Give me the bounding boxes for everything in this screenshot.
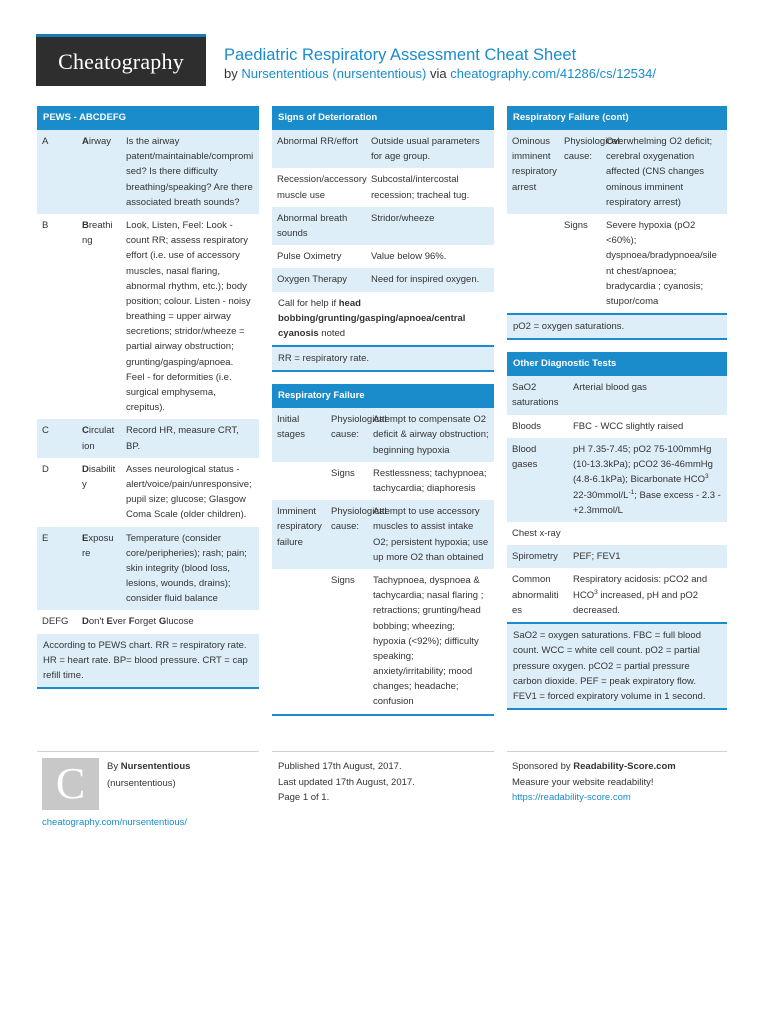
table-row xyxy=(507,545,727,568)
detail: Attempt to compensate O2 deficit & airway obstruction; beginning hypoxia xyxy=(373,414,489,456)
row-word: Breathing xyxy=(82,219,113,247)
page-number: Page 1 of 1. xyxy=(278,792,330,804)
row-letter: DEFG xyxy=(42,616,69,628)
row-word: Airway xyxy=(82,136,112,147)
section-note: SaO2 = oxygen saturations. FBC = full blood count. WCC = white cell count. pO2 = partial pressure oxygen. pCO2 = partial pressure carbon dioxide. PEF = peak expiratory flow. FEV1 = forced expiratory volume in 1 second. xyxy=(507,622,727,708)
stage xyxy=(272,462,326,500)
sponsor-link[interactable]: https://readability-score.com xyxy=(512,792,631,804)
sign-name: Recession/accessory muscle use xyxy=(277,174,367,201)
author-link[interactable]: Nursententious (nursententious) xyxy=(241,66,427,81)
footer-divider xyxy=(507,751,727,752)
type: Signs xyxy=(331,574,355,586)
sign-detail: Need for inspired oxygen. xyxy=(371,274,480,286)
row-letter: B xyxy=(42,219,49,231)
sponsor-tagline: Measure your website readability! xyxy=(512,776,654,788)
updated-date: Last updated 17th August, 2017. xyxy=(278,776,415,788)
table-row xyxy=(272,500,494,569)
avatar-letter: C xyxy=(55,758,86,808)
stage: Initial stages xyxy=(277,414,305,441)
row-desc: Record HR, measure CRT, BP. xyxy=(126,425,239,452)
sign-name: Pulse Oximetry xyxy=(277,251,342,263)
stage xyxy=(507,214,559,313)
author-label: By Nursententious xyxy=(107,761,191,772)
sponsor-name[interactable]: Readability-Score.com xyxy=(573,761,676,772)
section-title: Respiratory Failure (cont) xyxy=(507,106,727,130)
row-word: Exposure xyxy=(82,532,114,559)
detail: Severe hypoxia (pO2 <60%); dyspnoea/bradypnoea/silent chest/apnoea; bradycardia ; cyanosis; stupor/coma xyxy=(606,219,717,307)
table-row xyxy=(37,610,259,633)
section-note: RR = respiratory rate. xyxy=(272,345,494,370)
header xyxy=(36,34,736,90)
stage: Ominous imminent respiratory arrest xyxy=(512,136,557,193)
row-desc: Don't Ever Forget Glucose xyxy=(82,616,194,628)
section-title: Other Diagnostic Tests xyxy=(507,352,727,376)
row-desc: Is the airway patent/maintainable/compromised? Is there difficulty breathing/speaking? Are there associated breath sounds? xyxy=(126,136,254,208)
sign-name: Oxygen Therapy xyxy=(277,274,348,286)
row-letter: C xyxy=(42,425,49,437)
table-row xyxy=(272,569,494,714)
column-2 xyxy=(272,106,494,728)
row-letter: D xyxy=(42,463,49,475)
section-title: Signs of Deterioration xyxy=(272,106,494,130)
type: Signs xyxy=(564,219,588,231)
table-row xyxy=(272,207,494,245)
test-detail: pH 7.35-7.45; pO2 75-100mmHg (10-13.3kPa); pCO2 36-46mmHg (4.8-6.1kPa); Bicarbonate HCO$^3$ $22-30mmol/L^{-1}$; Base excess - 2.3 - +2.3mmol/L xyxy=(573,443,721,516)
author-profile-link[interactable]: cheatography.com/nursententious/ xyxy=(42,817,188,828)
other-diagnostic-tests-section xyxy=(507,352,727,710)
row-word: Circulation xyxy=(82,425,115,452)
section-note: pO2 = oxygen saturations. xyxy=(507,313,727,338)
sign-name: Abnormal breath sounds xyxy=(277,212,348,239)
table-row xyxy=(507,376,727,414)
row-desc: Asses neurological status - alert/voice/pain/unresponsive; pupil size; glucose; Glasgow Coma Scale (older children). xyxy=(126,463,252,521)
logo-text: Cheatography xyxy=(58,48,184,74)
table-row xyxy=(37,419,259,457)
type: Physiological cause: xyxy=(331,414,387,441)
author-handle: (nursententious) xyxy=(107,778,176,789)
test-name: SaO2 saturations xyxy=(512,382,559,409)
row-desc: Look, Listen, Feel: Look - count RR; assess respiratory effort (i.e. use of accessory muscles, nasal flaring, abnormal rhythm, etc.); body position; colour. Listen - noisy breathing = upper airway secretions; stridor/wheeze = partial airway obstruction; grunting/gasping/apnoea. Feel - for deformities (i.e. surgical emphysema, crepitus). xyxy=(126,219,251,414)
row-word: Disability xyxy=(82,463,116,490)
footer-divider xyxy=(272,751,494,752)
detail: Overwhelming O2 deficit; cerebral oxygenation affected (CNS changes ominous imminent respiratory arrest) xyxy=(606,136,713,208)
row-letter: E xyxy=(42,532,49,544)
section-title: Respiratory Failure xyxy=(272,384,494,408)
detail: Restlessness; tachypnoea; tachycardia; diaphoresis xyxy=(373,467,487,494)
byline-via: via xyxy=(429,66,447,81)
author-avatar[interactable] xyxy=(42,758,99,810)
sign-detail: Subcostal/intercostal recession; tracheal tug. xyxy=(371,174,470,201)
table-row xyxy=(507,522,727,545)
published-date: Published 17th August, 2017. xyxy=(278,761,402,772)
respiratory-failure-cont-section xyxy=(507,106,727,340)
type: Signs xyxy=(331,467,355,479)
sign-detail: Value below 96%. xyxy=(371,251,447,263)
type: Physiological cause: xyxy=(564,136,620,163)
table-row xyxy=(37,214,259,419)
table-row xyxy=(507,214,727,313)
table-row xyxy=(507,438,727,522)
publication-info xyxy=(278,759,415,806)
sheet-url-link[interactable]: cheatography.com/41286/cs/12534/ xyxy=(450,66,656,81)
detail: Tachypnoea, dyspnoea & tachycardia; nasal flaring ; retractions; grunting/head bobbing; wheezing; hypoxia (<92%); difficulty speaking; anxiety/irritability; mood changes; headache; confusion xyxy=(373,574,484,708)
test-detail: FBC - WCC slightly raised xyxy=(573,420,684,432)
table-row xyxy=(272,130,494,168)
stage: Imminent respiratory failure xyxy=(277,506,322,548)
respiratory-failure-section xyxy=(272,384,494,715)
cheatography-logo[interactable] xyxy=(36,34,206,86)
table-row xyxy=(272,268,494,291)
column-3 xyxy=(507,106,727,722)
sign-name: Abnormal RR/effort xyxy=(277,136,359,147)
sponsor-info xyxy=(512,759,676,806)
sponsor-line: Sponsored by Readability-Score.com xyxy=(512,761,676,772)
test-name: Bloods xyxy=(512,420,542,432)
byline-by: by xyxy=(224,66,238,81)
stage xyxy=(272,569,326,714)
row-desc: Temperature (consider core/peripheries); rash; pain; skin integrity (blood loss, lesions, wounds, drains); consider fluid balance xyxy=(126,532,247,605)
test-name: Common abnormalities xyxy=(512,574,559,616)
table-row xyxy=(272,462,494,500)
column-1 xyxy=(37,106,259,701)
table-row xyxy=(37,130,259,214)
table-row xyxy=(37,458,259,527)
sign-detail: Stridor/wheeze xyxy=(371,212,435,224)
table-row xyxy=(272,408,494,462)
test-name: Spirometry xyxy=(512,551,558,563)
row-letter: A xyxy=(42,136,49,147)
table-row xyxy=(507,568,727,622)
detail: Attempt to use accessory muscles to assist intake O2; persistent hypoxia; use up more O2 than obtained xyxy=(373,506,489,563)
test-detail: Respiratory acidosis: pCO2 and HCO$^3$ increased, pH and pO2 decreased. xyxy=(573,574,708,616)
table-row xyxy=(272,168,494,206)
author-name-link[interactable]: Nursententious xyxy=(120,761,191,772)
table-row xyxy=(37,527,259,611)
section-title: PEWS - ABCDEFG xyxy=(37,106,259,130)
test-name: Chest x-ray xyxy=(512,528,561,540)
test-name: Blood gases xyxy=(512,443,538,470)
table-row xyxy=(507,130,727,214)
page-title[interactable]: Paediatric Respiratory Assessment Cheat Sheet xyxy=(224,46,577,64)
pews-section xyxy=(37,106,259,689)
call-for-help-note: Call for help if head bobbing/grunting/gasping/apnoea/central cyanosis noted xyxy=(272,292,494,346)
signs-section xyxy=(272,106,494,372)
table-row xyxy=(272,245,494,268)
sign-detail: Outside usual parameters for age group. xyxy=(371,136,480,163)
test-detail: Arterial blood gas xyxy=(573,382,647,394)
test-detail: PEF; FEV1 xyxy=(573,551,621,563)
section-note: According to PEWS chart. RR = respiratory rate. HR = heart rate. BP= blood pressure. CRT = cap refill time. xyxy=(37,634,259,688)
table-row xyxy=(507,415,727,438)
byline xyxy=(224,64,656,85)
type: Physiological cause: xyxy=(331,506,387,533)
